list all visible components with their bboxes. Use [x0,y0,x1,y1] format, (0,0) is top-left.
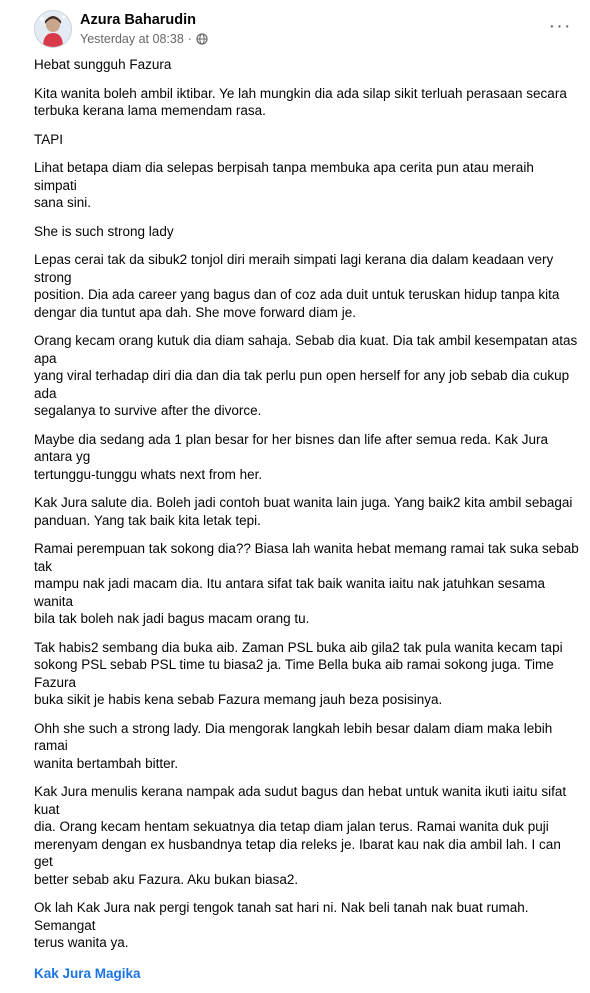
avatar[interactable] [34,10,72,48]
post-paragraph: Kita wanita boleh ambil iktibar. Ye lah mungkin dia ada silap sikit terluah perasaan secara terbuka kerana lama memendam rasa. [34,85,567,118]
author-name[interactable]: Azura Baharudin [80,12,197,28]
post-paragraph: Maybe dia sedang ada 1 plan besar for her bisnes dan life after semua reda. Kak Jura antara yg tertunggu-tunggu whats next from her. [34,431,549,482]
post-meta [80,32,208,46]
more-options-icon[interactable]: ··· [548,14,572,37]
post-paragraph: Kak Jura menulis kerana nampak ada sudut bagus dan hebat untuk wanita ikuti iaitu sifat kuat dia. Orang kecam hentam sekuatnya dia tetap diam jalan terus. Ramai wanita duk puji merenyam dengan ex husbandnya tetap dia releks je. Ibarat kau nak dia ambil lah. I can get better sebab aku Fazura. Aku bukan biasa2. [34,784,567,887]
post-timestamp[interactable]: Yesterday at 08:38 [80,32,184,46]
meta-separator: · [187,32,192,46]
post-paragraph: Ramai perempuan tak sokong dia?? Biasa lah wanita hebat memang ramai tak suka sebab tak mampu nak jadi macam dia. Itu antara sifat tak baik wanita iaitu nak jatuhkan sesama wanita bila tak boleh nak jadi bagus macam orang tu. [34,541,579,626]
signature-link[interactable]: Kak Jura Magika [34,965,141,981]
post-paragraph: Hebat sungguh Fazura [34,57,172,72]
post-paragraph: Tak habis2 sembang dia buka aib. Zaman PSL buka aib gila2 tak pula wanita kecam tapi sokong PSL sebab PSL time tu biasa2 ja. Time Bella buka aib ramai sokong juga. Time Fazura buka sikit je habis kena sebab Fazura memang jauh beza posisinya. [34,639,563,707]
post-paragraph: Ok lah Kak Jura nak pergi tengok tanah sat hari ni. Nak beli tanah nak buat rumah. Semangat terus wanita ya. [34,900,529,950]
post-paragraph: Lepas cerai tak da sibuk2 tonjol diri meraih simpati lagi kerana dia dalam keadaan very strong position. Dia ada career yang bagus dan of coz ada duit untuk teruskan hidup tanpa kita dengar dia tuntut apa dah. She move forward diam je. [34,252,560,320]
post-paragraph: TAPI [34,131,64,147]
post-paragraph: Lihat betapa diam dia selepas berpisah tanpa membuka apa cerita pun atau meraih simpati sana sini. [34,160,534,210]
post-paragraph: Ohh she such a strong lady. Dia mengorak langkah lebih besar dalam diam maka lebih ramai wanita bertambah bitter. [34,720,553,771]
post-body [34,56,580,993]
globe-icon[interactable] [196,33,208,45]
post-paragraph: Kak Jura salute dia. Boleh jadi contoh buat wanita lain juga. Yang baik2 kita ambil sebagai panduan. Yang tak baik kita letak tepi. [34,495,573,528]
post-header [18,8,578,52]
post-paragraph: Orang kecam orang kutuk dia diam sahaja. Sebab dia kuat. Dia tak ambil kesempatan atas apa yang viral terhadap diri dia dan dia tak perlu pun open herself for any job sebab dia cukup ada segalanya to survive after the divorce. [34,333,578,418]
post-paragraph: She is such strong lady [34,223,174,239]
